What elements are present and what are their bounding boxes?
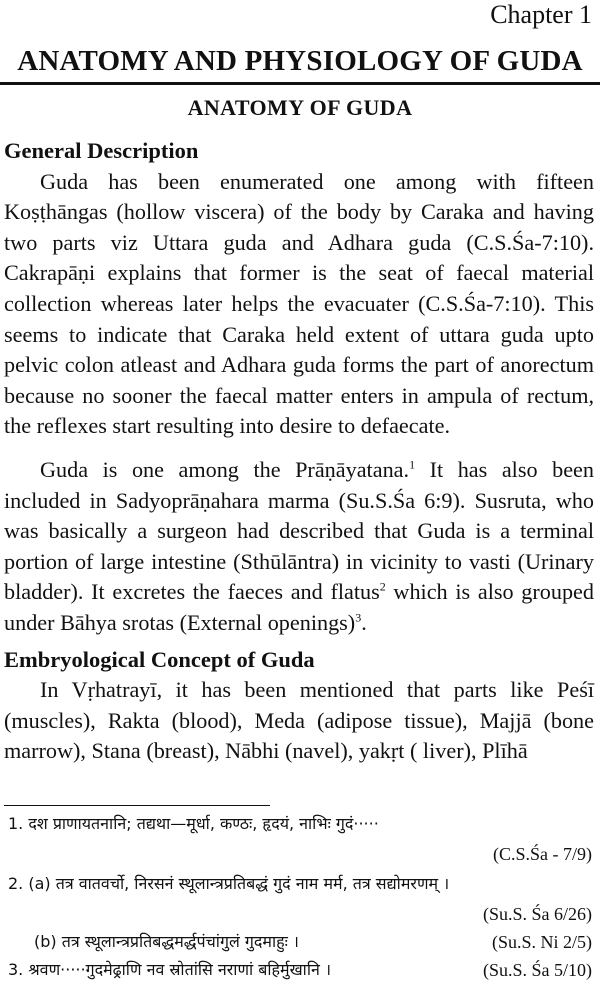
footnote-2a-ref: (Su.S. Śa 6/26) [482, 904, 592, 924]
footnote-2b-text: (b) तत्र स्थूलान्त्रप्रतिबद्धमर्द्धपंचांगुलं गुदमाहुः । [34, 932, 299, 951]
footnote-marker-3[interactable]: 3 [355, 610, 362, 625]
footnote-1 [4, 812, 592, 836]
footnote-3-ref: (Su.S. Śa 5/10) [482, 960, 592, 980]
footnote-1-ref: (C.S.Śa - 7/9) [493, 844, 592, 864]
chapter-title: ANATOMY AND PHYSIOLOGY OF GUDA [17, 45, 583, 77]
footnote-3 [4, 958, 592, 982]
footnote-3-text: 3. श्रवण·····गुदमेढ्राणि नव स्रोतांसि नराणां बहिर्मुखानि । [8, 960, 332, 979]
footnote-1-text: 1. दश प्राणायतनानि; तद्यथा—मूर्धा, कण्ठः, हृदयं, नाभिः गुदं····· [8, 814, 379, 833]
footnote-marker-2[interactable]: 2 [379, 579, 386, 594]
footnote-rule [4, 805, 270, 806]
paragraph-general-1: Guda has been enumerated one among with fifteen Koṣṭhāngas (hollow viscera) of the body by Caraka and having two parts viz Uttara guda and Adhara guda (C.S.Śa-7:10). Cakrapāṇi explains that former is the seat of faecal material collection whereas later helps the evacuater (C.S.Śa-7:10). This seems to indicate that Caraka held extent of uttara guda upto pelvic colon atleast and Adhara guda forms the part of anorectum because no sooner the faecal matter enters in ampula of rectum, the reflexes start resulting into desire to defaecate. [4, 168, 594, 439]
paragraph-embryo-1: In Vṛhatrayī, it has been mentioned that parts like Peśī (muscles), Rakta (blood), Meda (adipose tissue), Majjā (bone marrow), Stana (breast), Nābhi (navel), yakṛt ( liver), Plīhā [4, 677, 594, 764]
title-rule [0, 82, 600, 85]
footnote-marker-1[interactable]: 1 [409, 457, 416, 472]
heading-general-description: General Description [4, 138, 199, 163]
main-text [4, 136, 594, 767]
paragraph-general-2-part-c: which is also grouped under Bāhya srotas (External openings) [4, 579, 594, 635]
paragraph-general-2-part-a: Guda is one among the Prāṇāyatana. [40, 456, 410, 482]
paragraph-general-2-part-d: . [361, 609, 367, 635]
heading-embryological-concept: Embryological Concept of Guda [4, 646, 315, 672]
footnote-2b-ref: (Su.S. Ni 2/5) [491, 932, 592, 952]
paragraph-gap [4, 442, 594, 455]
paragraph-general-2-part-b: It has also been included in Sadyoprāṇahara marma (Su.S.Śa 6:9). Susruta, who was basically a surgeon had described that Guda is a terminal portion of large intestine (Sthūlāntra) in vicinity to vasti (Urinary bladder). It excretes the faeces and flatus [4, 456, 594, 605]
section-title: ANATOMY OF GUDA [187, 95, 413, 120]
chapter-label: Chapter 1 [490, 0, 592, 29]
footnote-2a-text: 2. (a) तत्र वातवर्चो, निरसनं स्थूलान्त्रप्रतिबद्धं गुदं नाम मर्म, तत्र सद्योमरणम् । [8, 874, 450, 893]
footnote-2b [4, 930, 592, 954]
footnote-2a [4, 872, 592, 896]
paragraph-general-2 [4, 455, 594, 639]
